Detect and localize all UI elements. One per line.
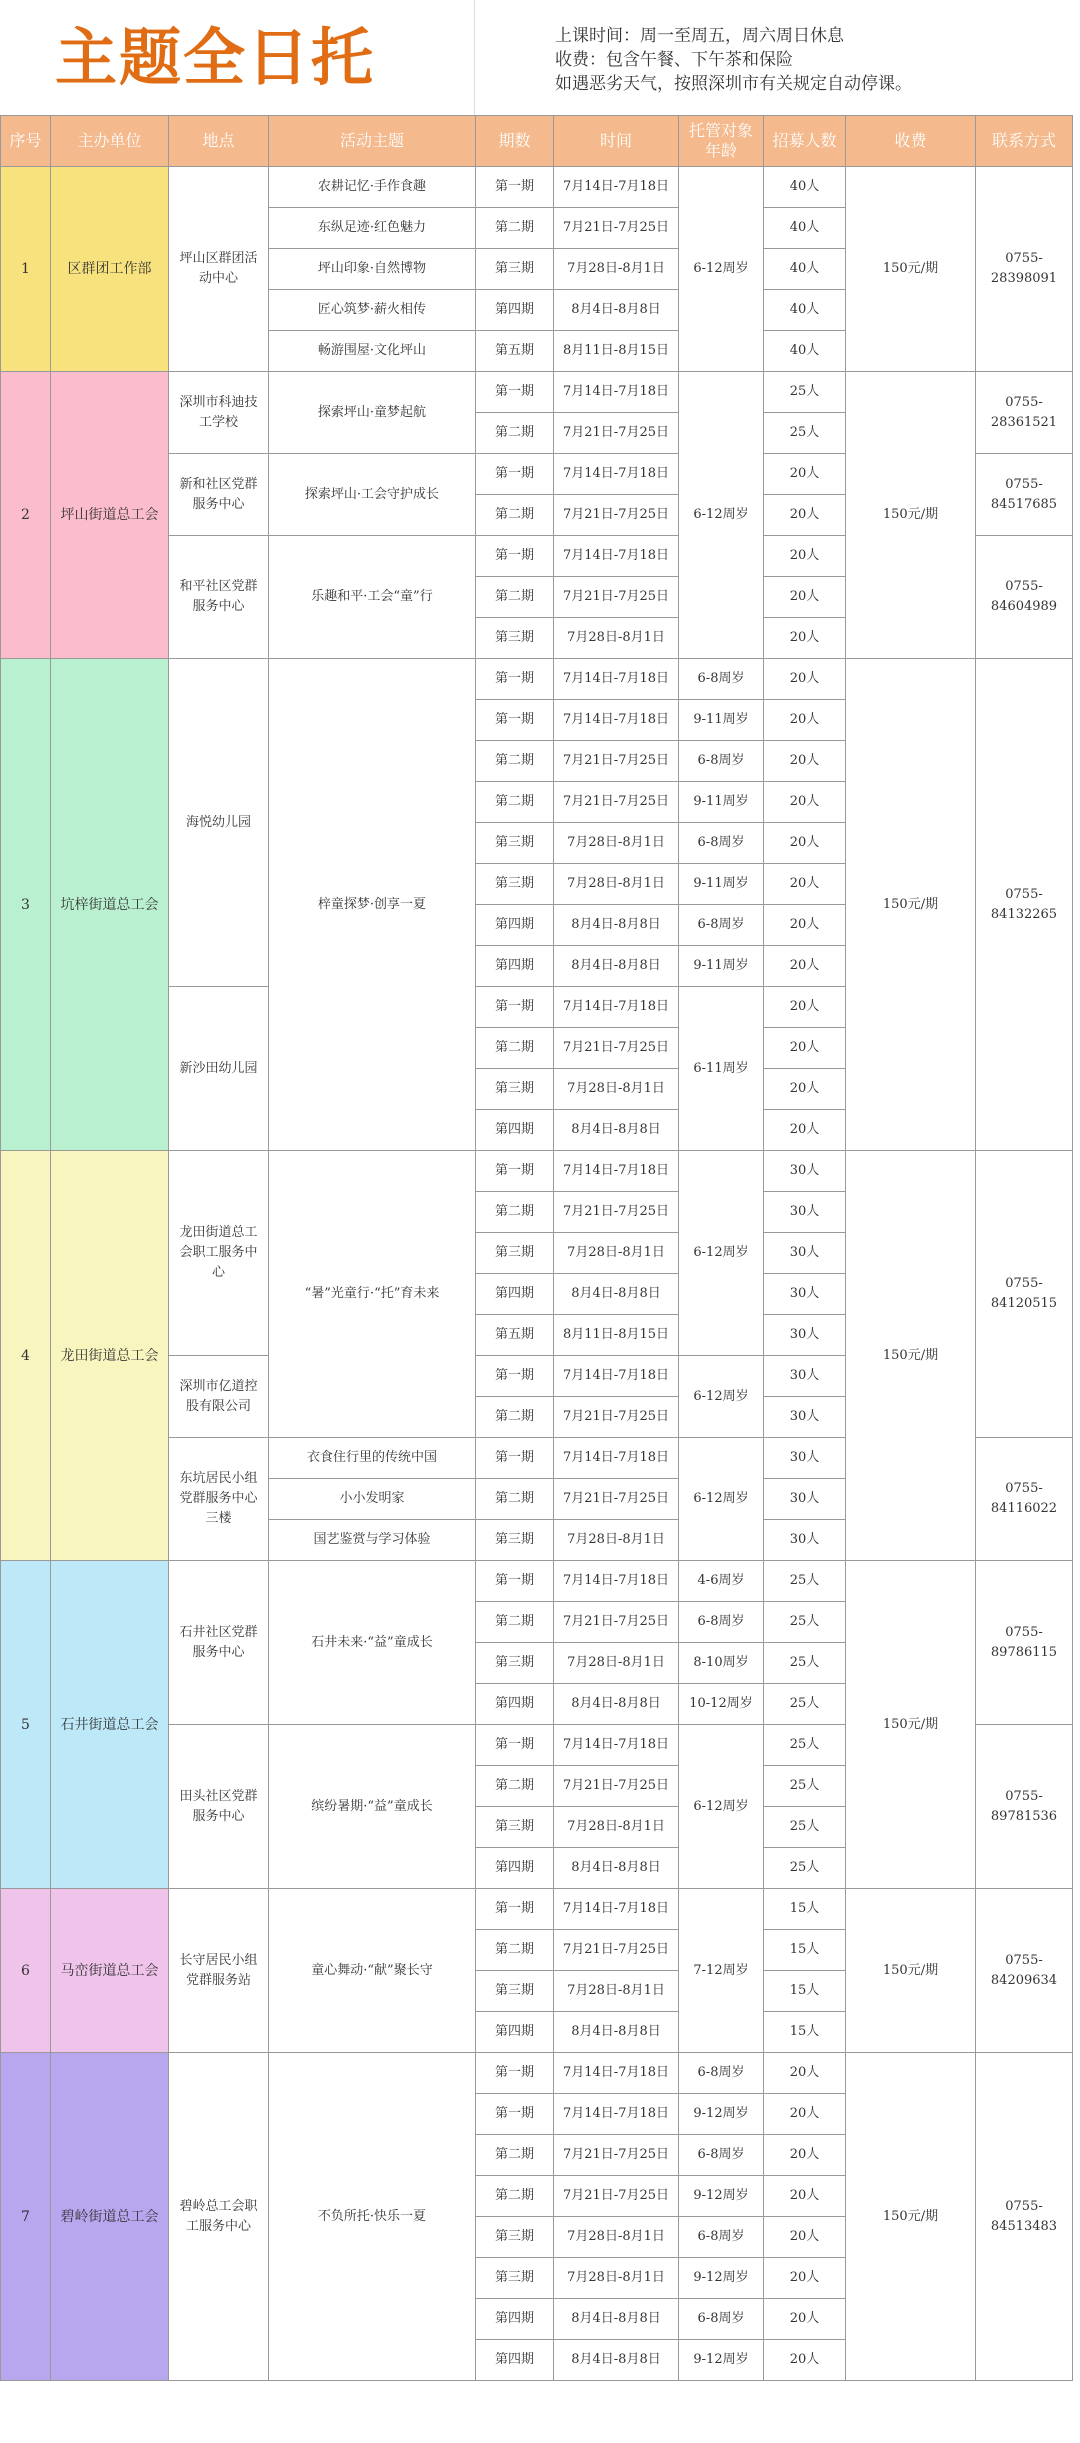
- count-cell: 30人: [764, 1397, 846, 1438]
- age-cell: 9-11周岁: [679, 700, 764, 741]
- period-cell: 第一期: [476, 1438, 554, 1479]
- time-cell: 7月14日-7月18日: [554, 2053, 679, 2094]
- time-cell: 7月14日-7月18日: [554, 1725, 679, 1766]
- theme-cell: 探索坪山·工会守护成长: [269, 454, 476, 536]
- count-cell: 25人: [764, 1643, 846, 1684]
- col-header-period: 期数: [476, 116, 554, 167]
- col-header-index: 序号: [1, 116, 51, 167]
- note-fees: 收费：包含午餐、下午茶和保险: [555, 50, 793, 70]
- period-cell: 第三期: [476, 2258, 554, 2299]
- age-cell: 6-8周岁: [679, 905, 764, 946]
- count-cell: 20人: [764, 2135, 846, 2176]
- period-cell: 第二期: [476, 413, 554, 454]
- table-row: [1, 1561, 1073, 1602]
- count-cell: 25人: [764, 1602, 846, 1643]
- period-cell: 第四期: [476, 2012, 554, 2053]
- table-row: [1, 659, 1073, 700]
- count-cell: 20人: [764, 2258, 846, 2299]
- count-cell: 20人: [764, 1028, 846, 1069]
- age-cell: 6-8周岁: [679, 659, 764, 700]
- age-cell: 9-12周岁: [679, 2258, 764, 2299]
- count-cell: 40人: [764, 208, 846, 249]
- period-cell: 第三期: [476, 2217, 554, 2258]
- count-cell: 30人: [764, 1479, 846, 1520]
- count-cell: 30人: [764, 1192, 846, 1233]
- period-cell: 第二期: [476, 2135, 554, 2176]
- time-cell: 7月28日-8月1日: [554, 2217, 679, 2258]
- col-header-theme: 活动主题: [269, 116, 476, 167]
- time-cell: 7月14日-7月18日: [554, 1889, 679, 1930]
- period-cell: 第四期: [476, 946, 554, 987]
- organizer-cell: 石井街道总工会: [51, 1561, 169, 1889]
- age-cell: 9-11周岁: [679, 946, 764, 987]
- theme-cell: 缤纷暑期·“益”童成长: [269, 1725, 476, 1889]
- count-cell: 25人: [764, 1848, 846, 1889]
- page-header: [0, 0, 1080, 115]
- location-cell: 新和社区党群服务中心: [169, 454, 269, 536]
- period-cell: 第四期: [476, 290, 554, 331]
- contact-cell: 0755-84209634: [976, 1889, 1073, 2053]
- time-cell: 7月21日-7月25日: [554, 1192, 679, 1233]
- time-cell: 7月21日-7月25日: [554, 2176, 679, 2217]
- schedule-notes: [555, 24, 912, 96]
- count-cell: 20人: [764, 946, 846, 987]
- contact-cell: 0755-28361521: [976, 372, 1073, 454]
- count-cell: 25人: [764, 1807, 846, 1848]
- age-cell: 6-8周岁: [679, 2053, 764, 2094]
- theme-cell: 农耕记忆·手作食趣: [269, 167, 476, 208]
- time-cell: 8月4日-8月8日: [554, 1274, 679, 1315]
- time-cell: 7月21日-7月25日: [554, 1930, 679, 1971]
- count-cell: 25人: [764, 413, 846, 454]
- count-cell: 20人: [764, 700, 846, 741]
- count-cell: 20人: [764, 2340, 846, 2381]
- age-cell: 6-8周岁: [679, 823, 764, 864]
- count-cell: 20人: [764, 987, 846, 1028]
- time-cell: 7月28日-8月1日: [554, 1971, 679, 2012]
- location-cell: 海悦幼儿园: [169, 659, 269, 987]
- period-cell: 第一期: [476, 1725, 554, 1766]
- period-cell: 第二期: [476, 208, 554, 249]
- fee-cell: 150元/期: [846, 1889, 976, 2053]
- time-cell: 7月14日-7月18日: [554, 1561, 679, 1602]
- age-cell: 9-11周岁: [679, 782, 764, 823]
- organizer-cell: 马峦街道总工会: [51, 1889, 169, 2053]
- time-cell: 7月21日-7月25日: [554, 495, 679, 536]
- location-cell: 田头社区党群服务中心: [169, 1725, 269, 1889]
- theme-cell: 童心舞动·“献”聚长守: [269, 1889, 476, 2053]
- time-cell: 7月21日-7月25日: [554, 208, 679, 249]
- count-cell: 30人: [764, 1520, 846, 1561]
- time-cell: 7月21日-7月25日: [554, 1602, 679, 1643]
- row-index-cell: 3: [1, 659, 51, 1151]
- count-cell: 15人: [764, 1971, 846, 2012]
- period-cell: 第一期: [476, 2094, 554, 2135]
- time-cell: 7月28日-8月1日: [554, 823, 679, 864]
- age-cell: 8-10周岁: [679, 1643, 764, 1684]
- fee-cell: 150元/期: [846, 372, 976, 659]
- age-cell: 6-8周岁: [679, 2217, 764, 2258]
- period-cell: 第四期: [476, 1684, 554, 1725]
- age-cell: 6-12周岁: [679, 372, 764, 659]
- time-cell: 7月14日-7月18日: [554, 659, 679, 700]
- period-cell: 第二期: [476, 1192, 554, 1233]
- period-cell: 第三期: [476, 1233, 554, 1274]
- age-cell: 9-12周岁: [679, 2176, 764, 2217]
- col-header-location: 地点: [169, 116, 269, 167]
- count-cell: 25人: [764, 1725, 846, 1766]
- theme-cell: 探索坪山·童梦起航: [269, 372, 476, 454]
- time-cell: 7月14日-7月18日: [554, 1356, 679, 1397]
- period-cell: 第四期: [476, 2340, 554, 2381]
- time-cell: 7月21日-7月25日: [554, 1479, 679, 1520]
- period-cell: 第五期: [476, 1315, 554, 1356]
- count-cell: 20人: [764, 618, 846, 659]
- period-cell: 第三期: [476, 249, 554, 290]
- location-cell: 龙田街道总工会职工服务中心: [169, 1151, 269, 1356]
- note-class-time: 上课时间：周一至周五，周六周日休息: [555, 26, 844, 46]
- time-cell: 7月28日-8月1日: [554, 1069, 679, 1110]
- count-cell: 20人: [764, 2176, 846, 2217]
- period-cell: 第一期: [476, 536, 554, 577]
- table-row: [1, 372, 1073, 413]
- row-index-cell: 4: [1, 1151, 51, 1561]
- period-cell: 第二期: [476, 1479, 554, 1520]
- contact-cell: 0755-84132265: [976, 659, 1073, 1151]
- contact-cell: 0755-28398091: [976, 167, 1073, 372]
- period-cell: 第二期: [476, 1028, 554, 1069]
- count-cell: 20人: [764, 823, 846, 864]
- time-cell: 7月14日-7月18日: [554, 454, 679, 495]
- period-cell: 第二期: [476, 495, 554, 536]
- organizer-cell: 区群团工作部: [51, 167, 169, 372]
- time-cell: 7月21日-7月25日: [554, 782, 679, 823]
- table-row: [1, 1889, 1073, 1930]
- age-cell: 6-8周岁: [679, 2299, 764, 2340]
- time-cell: 7月14日-7月18日: [554, 1438, 679, 1479]
- count-cell: 25人: [764, 372, 846, 413]
- count-cell: 40人: [764, 167, 846, 208]
- time-cell: 8月4日-8月8日: [554, 1848, 679, 1889]
- row-index-cell: 7: [1, 2053, 51, 2381]
- count-cell: 15人: [764, 2012, 846, 2053]
- theme-cell: 衣食住行里的传统中国: [269, 1438, 476, 1479]
- count-cell: 30人: [764, 1274, 846, 1315]
- theme-cell: 畅游围屋·文化坪山: [269, 331, 476, 372]
- fee-cell: 150元/期: [846, 1151, 976, 1561]
- period-cell: 第一期: [476, 1356, 554, 1397]
- period-cell: 第一期: [476, 372, 554, 413]
- location-cell: 和平社区党群服务中心: [169, 536, 269, 659]
- time-cell: 7月14日-7月18日: [554, 2094, 679, 2135]
- contact-cell: 0755-84517685: [976, 454, 1073, 536]
- col-header-age: 托管对象年龄: [679, 116, 764, 167]
- time-cell: 8月11日-8月15日: [554, 331, 679, 372]
- count-cell: 20人: [764, 2299, 846, 2340]
- count-cell: 20人: [764, 536, 846, 577]
- time-cell: 7月14日-7月18日: [554, 167, 679, 208]
- period-cell: 第三期: [476, 823, 554, 864]
- count-cell: 20人: [764, 577, 846, 618]
- time-cell: 7月14日-7月18日: [554, 1151, 679, 1192]
- period-cell: 第一期: [476, 1889, 554, 1930]
- location-cell: 深圳市亿道控股有限公司: [169, 1356, 269, 1438]
- theme-cell: 匠心筑梦·薪火相传: [269, 290, 476, 331]
- time-cell: 8月4日-8月8日: [554, 2299, 679, 2340]
- time-cell: 7月28日-8月1日: [554, 249, 679, 290]
- age-cell: 7-12周岁: [679, 1889, 764, 2053]
- time-cell: 7月21日-7月25日: [554, 1397, 679, 1438]
- period-cell: 第一期: [476, 2053, 554, 2094]
- time-cell: 7月21日-7月25日: [554, 413, 679, 454]
- time-cell: 8月4日-8月8日: [554, 2012, 679, 2053]
- period-cell: 第三期: [476, 1971, 554, 2012]
- contact-cell: 0755-89781536: [976, 1725, 1073, 1889]
- contact-cell: 0755-84120515: [976, 1151, 1073, 1438]
- col-header-time: 时间: [554, 116, 679, 167]
- age-cell: 10-12周岁: [679, 1684, 764, 1725]
- count-cell: 40人: [764, 290, 846, 331]
- period-cell: 第二期: [476, 1602, 554, 1643]
- count-cell: 20人: [764, 495, 846, 536]
- age-cell: 6-8周岁: [679, 741, 764, 782]
- time-cell: 7月14日-7月18日: [554, 536, 679, 577]
- location-cell: 长守居民小组党群服务站: [169, 1889, 269, 2053]
- location-cell: 石井社区党群服务中心: [169, 1561, 269, 1725]
- theme-cell: 石井未来·“益”童成长: [269, 1561, 476, 1725]
- table-row: [1, 167, 1073, 208]
- period-cell: 第一期: [476, 1561, 554, 1602]
- count-cell: 20人: [764, 454, 846, 495]
- count-cell: 20人: [764, 2217, 846, 2258]
- schedule-table: [0, 115, 1073, 2381]
- time-cell: 7月28日-8月1日: [554, 2258, 679, 2299]
- age-cell: 6-12周岁: [679, 1151, 764, 1356]
- period-cell: 第五期: [476, 331, 554, 372]
- time-cell: 7月28日-8月1日: [554, 618, 679, 659]
- count-cell: 20人: [764, 741, 846, 782]
- location-cell: 碧岭总工会职工服务中心: [169, 2053, 269, 2381]
- fee-cell: 150元/期: [846, 659, 976, 1151]
- count-cell: 20人: [764, 2094, 846, 2135]
- period-cell: 第四期: [476, 1274, 554, 1315]
- period-cell: 第三期: [476, 1807, 554, 1848]
- note-weather: 如遇恶劣天气，按照深圳市有关规定自动停课。: [555, 74, 912, 94]
- table-row: [1, 2053, 1073, 2094]
- period-cell: 第二期: [476, 1766, 554, 1807]
- theme-cell: 不负所托·快乐一夏: [269, 2053, 476, 2381]
- count-cell: 30人: [764, 1233, 846, 1274]
- period-cell: 第三期: [476, 1643, 554, 1684]
- time-cell: 7月28日-8月1日: [554, 1233, 679, 1274]
- row-index-cell: 1: [1, 167, 51, 372]
- page-title: 主题全日托: [55, 21, 376, 94]
- count-cell: 20人: [764, 2053, 846, 2094]
- time-cell: 7月21日-7月25日: [554, 577, 679, 618]
- period-cell: 第一期: [476, 987, 554, 1028]
- period-cell: 第三期: [476, 864, 554, 905]
- time-cell: 7月28日-8月1日: [554, 1520, 679, 1561]
- period-cell: 第二期: [476, 577, 554, 618]
- location-cell: 坪山区群团活动中心: [169, 167, 269, 372]
- title-box: [0, 0, 475, 115]
- count-cell: 25人: [764, 1561, 846, 1602]
- count-cell: 20人: [764, 1110, 846, 1151]
- fee-cell: 150元/期: [846, 167, 976, 372]
- time-cell: 7月28日-8月1日: [554, 1643, 679, 1684]
- count-cell: 20人: [764, 864, 846, 905]
- count-cell: 20人: [764, 1069, 846, 1110]
- count-cell: 20人: [764, 905, 846, 946]
- fee-cell: 150元/期: [846, 1561, 976, 1889]
- time-cell: 8月4日-8月8日: [554, 905, 679, 946]
- period-cell: 第四期: [476, 1848, 554, 1889]
- count-cell: 20人: [764, 659, 846, 700]
- time-cell: 8月4日-8月8日: [554, 1684, 679, 1725]
- time-cell: 7月21日-7月25日: [554, 741, 679, 782]
- period-cell: 第二期: [476, 1397, 554, 1438]
- col-header-fee: 收费: [846, 116, 976, 167]
- period-cell: 第二期: [476, 741, 554, 782]
- age-cell: 6-12周岁: [679, 1438, 764, 1561]
- theme-cell: 坪山印象·自然博物: [269, 249, 476, 290]
- col-header-contact: 联系方式: [976, 116, 1073, 167]
- location-cell: 深圳市科迪技工学校: [169, 372, 269, 454]
- organizer-cell: 碧岭街道总工会: [51, 2053, 169, 2381]
- time-cell: 8月4日-8月8日: [554, 946, 679, 987]
- period-cell: 第三期: [476, 1069, 554, 1110]
- period-cell: 第一期: [476, 167, 554, 208]
- count-cell: 25人: [764, 1684, 846, 1725]
- col-header-organizer: 主办单位: [51, 116, 169, 167]
- period-cell: 第三期: [476, 1520, 554, 1561]
- period-cell: 第四期: [476, 1110, 554, 1151]
- time-cell: 7月28日-8月1日: [554, 864, 679, 905]
- count-cell: 30人: [764, 1438, 846, 1479]
- age-cell: 6-12周岁: [679, 1725, 764, 1889]
- organizer-cell: 坪山街道总工会: [51, 372, 169, 659]
- theme-cell: 乐趣和平·工会“童”行: [269, 536, 476, 659]
- age-cell: 9-12周岁: [679, 2094, 764, 2135]
- theme-cell: 东纵足迹·红色魅力: [269, 208, 476, 249]
- period-cell: 第一期: [476, 700, 554, 741]
- period-cell: 第二期: [476, 1930, 554, 1971]
- count-cell: 15人: [764, 1889, 846, 1930]
- age-cell: 6-8周岁: [679, 1602, 764, 1643]
- time-cell: 7月14日-7月18日: [554, 987, 679, 1028]
- contact-cell: 0755-84513483: [976, 2053, 1073, 2381]
- organizer-cell: 龙田街道总工会: [51, 1151, 169, 1561]
- count-cell: 30人: [764, 1315, 846, 1356]
- age-cell: 6-12周岁: [679, 167, 764, 372]
- row-index-cell: 6: [1, 1889, 51, 2053]
- age-cell: 9-12周岁: [679, 2340, 764, 2381]
- time-cell: 8月4日-8月8日: [554, 2340, 679, 2381]
- time-cell: 7月21日-7月25日: [554, 2135, 679, 2176]
- row-index-cell: 2: [1, 372, 51, 659]
- count-cell: 25人: [764, 1766, 846, 1807]
- age-cell: 4-6周岁: [679, 1561, 764, 1602]
- period-cell: 第三期: [476, 618, 554, 659]
- age-cell: 6-8周岁: [679, 2135, 764, 2176]
- contact-cell: 0755-84604989: [976, 536, 1073, 659]
- period-cell: 第二期: [476, 2176, 554, 2217]
- theme-cell: 梓童探梦·创享一夏: [269, 659, 476, 1151]
- theme-cell: 国艺鉴赏与学习体验: [269, 1520, 476, 1561]
- table-body: [1, 167, 1073, 2381]
- period-cell: 第一期: [476, 454, 554, 495]
- location-cell: 新沙田幼儿园: [169, 987, 269, 1151]
- period-cell: 第四期: [476, 2299, 554, 2340]
- age-cell: 6-12周岁: [679, 1356, 764, 1438]
- count-cell: 30人: [764, 1151, 846, 1192]
- time-cell: 7月14日-7月18日: [554, 372, 679, 413]
- time-cell: 8月4日-8月8日: [554, 290, 679, 331]
- theme-cell: “暑”光童行·“托”育未来: [269, 1151, 476, 1438]
- location-cell: 东坑居民小组党群服务中心三楼: [169, 1438, 269, 1561]
- time-cell: 7月14日-7月18日: [554, 700, 679, 741]
- theme-cell: 小小发明家: [269, 1479, 476, 1520]
- count-cell: 40人: [764, 331, 846, 372]
- time-cell: 7月21日-7月25日: [554, 1766, 679, 1807]
- period-cell: 第一期: [476, 659, 554, 700]
- count-cell: 15人: [764, 1930, 846, 1971]
- contact-cell: 0755-84116022: [976, 1438, 1073, 1561]
- row-index-cell: 5: [1, 1561, 51, 1889]
- organizer-cell: 坑梓街道总工会: [51, 659, 169, 1151]
- fee-cell: 150元/期: [846, 2053, 976, 2381]
- col-header-count: 招募人数: [764, 116, 846, 167]
- age-cell: 9-11周岁: [679, 864, 764, 905]
- count-cell: 40人: [764, 249, 846, 290]
- period-cell: 第二期: [476, 782, 554, 823]
- table-row: [1, 1151, 1073, 1192]
- contact-cell: 0755-89786115: [976, 1561, 1073, 1725]
- count-cell: 20人: [764, 782, 846, 823]
- period-cell: 第四期: [476, 905, 554, 946]
- time-cell: 8月11日-8月15日: [554, 1315, 679, 1356]
- time-cell: 7月28日-8月1日: [554, 1807, 679, 1848]
- age-cell: 6-11周岁: [679, 987, 764, 1151]
- table-header-row: [1, 116, 1073, 167]
- period-cell: 第一期: [476, 1151, 554, 1192]
- time-cell: 8月4日-8月8日: [554, 1110, 679, 1151]
- count-cell: 30人: [764, 1356, 846, 1397]
- time-cell: 7月21日-7月25日: [554, 1028, 679, 1069]
